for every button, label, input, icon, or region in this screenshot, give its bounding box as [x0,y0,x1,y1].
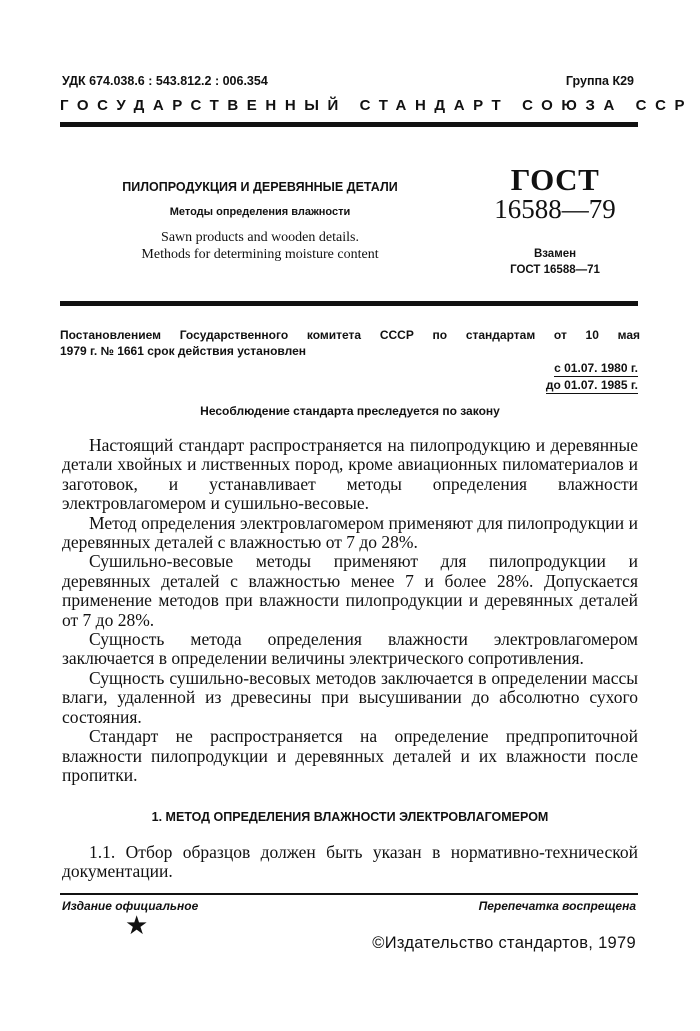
document-title: ПИЛОПРОДУКЦИЯ И ДЕРЕВЯННЫЕ ДЕТАЛИ [122,180,398,194]
footer-rule [60,893,638,895]
english-title [60,229,460,263]
document-subtitle: Методы определения влажности [169,206,351,218]
paragraph: Настоящий стандарт распространяется на пилопродукцию и деревянные детали хвойных и лиственных пород, кроме авиационных пиломатериалов и заготовок, и устанавливает методы определения влажности электровлагомером и сушильно-весовые. [62,435,638,514]
section-heading: 1. МЕТОД ОПРЕДЕЛЕНИЯ ВЛАЖНОСТИ ЭЛЕКТРОВЛАГОМЕРОМ [151,810,549,824]
gost-label: ГОСТ [510,162,600,197]
gost-number: 16588—79 [494,194,616,224]
penalty-notice: Несоблюдение стандарта преследуется по закону [200,404,500,418]
replaces-label: Взамен [533,248,577,260]
paragraph: Сушильно-весовые методы применяют для пилопродукции и деревянных деталей с влажностью менее 7 и более 28%. Допускается применение методов при влажности пилопродукции и деревянных деталей от 7 до 28%. [62,551,638,630]
english-title-line: Sawn products and wooden details. [161,230,359,245]
title-rule [60,301,638,306]
paragraph: Сущность метода определения влажности электровлагомером заключается в определении величины электрического сопротивления. [62,629,638,669]
replaces-value: ГОСТ 16588—71 [510,264,600,276]
validity-dates [546,360,638,394]
star-icon: ★ [125,911,149,940]
clause-text [62,843,638,882]
body-text [62,436,638,785]
date-to: до 01.07. 1985 г. [545,378,638,392]
resolution-line: Постановлением Государственного комитета СССР по стандартам от 10 мая [60,328,640,342]
standard-banner: ГОСУДАРСТВЕННЫЙ СТАНДАРТ СОЮЗА ССР [60,97,694,114]
paragraph: Метод определения электровлагомером применяют для пилопродукции и деревянных деталей с влажностью от 7 до 28%. [62,512,638,553]
paragraph: Сущность сушильно-весовых методов заключается в определении массы влаги, удаленной из древесины при высушивании до абсолютно сухого состояния. [62,667,638,727]
group-code: Группа К29 [565,74,634,88]
publisher-line: ©Издательство стандартов, 1979 [372,934,636,952]
date-from: с 01.07. 1980 г. [554,361,638,375]
resolution-line: 1979 г. № 1661 срок действия установлен [60,344,306,358]
paragraph: Стандарт не распространяется на определение предпропиточной влажности пилопродукции и деревянных деталей и их влажности после пропитки. [62,726,638,785]
edition-label: Издание официальное [62,899,199,913]
english-title-line: Methods for determining moisture content [141,247,379,262]
header-rule [60,122,638,127]
resolution-text [60,327,640,359]
reprint-notice: Перепечатка воспрещена [478,899,636,913]
udk-code: УДК 674.038.6 : 543.812.2 : 006.354 [62,74,268,88]
clause-1-1: 1.1. Отбор образцов должен быть указан в нормативно-технической документации. [62,842,638,882]
